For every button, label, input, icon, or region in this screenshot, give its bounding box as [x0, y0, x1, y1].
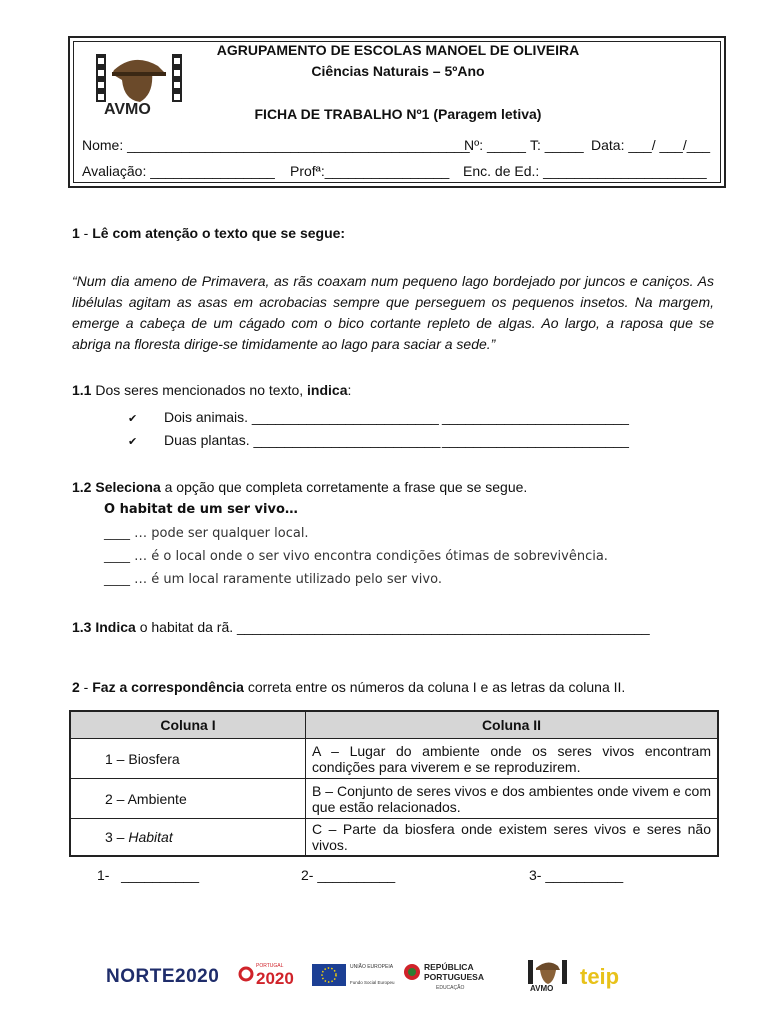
question-1-1-text-a: Dos seres mencionados no texto, [91, 382, 308, 398]
question-1-1-text-c: : [347, 382, 352, 398]
question-1-1-number: 1.1 [72, 382, 92, 398]
quote-line: “Num dia ameno de Primavera, as rãs coaxam num pequeno lago bordejado por juncos e caniços. As [72, 273, 714, 289]
question-1-2 [72, 479, 527, 495]
answer-3[interactable]: 3- __________ [529, 867, 624, 883]
class-field[interactable]: T: _____ [530, 137, 584, 153]
quote-text [72, 271, 714, 355]
answer-plants[interactable]: Duas plantas. ________________________ [164, 432, 441, 448]
cell-text-italic: Habitat [128, 829, 173, 845]
republica-label: REPÚBLICA [424, 962, 474, 972]
table-header-row [70, 711, 718, 739]
sheet-title: FICHA DE TRABALHO Nº1 (Paragem letiva) [254, 106, 542, 122]
question-1-heading [72, 225, 345, 241]
question-1-1-verb: indica [307, 382, 348, 398]
question-1-2-prompt: O habitat de um ser vivo… [104, 502, 298, 517]
column-header: Coluna II [306, 711, 719, 739]
question-2-verb: Faz a correspondência [92, 679, 244, 695]
question-1-3-number: 1.3 [72, 619, 92, 635]
name-field[interactable]: Nome: ____________________________________________ [82, 137, 470, 153]
guardian-field[interactable]: Enc. de Ed.: _____________________ [463, 163, 707, 179]
question-1-number: 1 [72, 225, 80, 241]
quote-line: abriga na floresta dirige-se timidamente ao lago para saciar a sede.” [72, 336, 496, 352]
question-2-number: 2 [72, 679, 80, 695]
teip-logo: teip [580, 964, 620, 989]
cell-text: 1 – Biosfera [105, 750, 180, 767]
quote-line: libélulas agitam as asas em acrobacias sempre que perseguem os pequenos insetos. Na margem, [72, 294, 714, 310]
eu-flag-logo [312, 963, 395, 986]
question-1-2-number: 1.2 [72, 479, 92, 495]
question-1-sep: - [79, 225, 93, 241]
table-cell-right: B – Conjunto de seres vivos e dos ambientes onde vivem e com que estão relacionados. [306, 779, 719, 819]
school-name: AGRUPAMENTO DE ESCOLAS MANOEL DE OLIVEIRA [216, 42, 580, 58]
portugal-label: PORTUGAL [256, 963, 284, 969]
portuguesa-label: PORTUGUESA [424, 972, 484, 982]
table-cell-left [70, 739, 306, 779]
table-cell-left [70, 819, 306, 857]
answer-plants-2[interactable]: ________________________ [442, 432, 629, 448]
footer-logos [106, 956, 634, 992]
table-cell-right: C – Parte da biosfera onde existem seres vivos e seres não vivos. [306, 819, 719, 857]
question-2-sep: - [79, 679, 93, 695]
eu-label: UNIÃO EUROPEIA [350, 964, 394, 970]
question-1-3-verb: Indica [91, 619, 136, 635]
cell-text: 3 – [105, 829, 129, 845]
table-cell-right: A – Lugar do ambiente onde os seres vivos encontram condições para viverem e se reproduzirem. [306, 739, 719, 779]
table-cell-left [70, 779, 306, 819]
table-row [70, 779, 718, 819]
question-1-2-verb: Seleciona [91, 479, 161, 495]
teacher-field[interactable]: Profª:________________ [290, 163, 450, 179]
option-2[interactable]: ____ … é o local onde o ser vivo encontra condições ótimas de sobrevivência. [104, 549, 608, 564]
answer-2[interactable]: 2- __________ [301, 867, 396, 883]
evaluation-field[interactable]: Avaliação: ________________ [82, 163, 275, 179]
answer-animals[interactable]: Dois animais. ________________________ [164, 409, 439, 425]
column-header: Coluna I [70, 711, 306, 739]
date-field[interactable]: Data: ___/ ___/___ [591, 137, 711, 153]
question-1-3-text: o habitat da rã. _____________________________________________________ [135, 619, 650, 635]
checkmark-bullet-icon: ✔ [128, 413, 138, 425]
answer-1[interactable]: 1- __________ [97, 867, 199, 883]
subject-title: Ciências Naturais – 5ºAno [311, 63, 485, 79]
question-2-text: correta entre os números da coluna I e as letras da coluna II. [243, 679, 626, 695]
number-field[interactable]: Nº: _____ [464, 137, 526, 153]
fse-label: Fundo Social Europeu [350, 980, 395, 985]
norte2020-logo: NORTE2020 [106, 966, 220, 987]
table-row [70, 819, 718, 857]
question-1-3[interactable] [72, 619, 650, 635]
avmo-footer-label: AVMO [530, 984, 554, 992]
educacao-label: EDUCAÇÃO [436, 985, 465, 991]
school-logo-text: AVMO [104, 101, 151, 116]
question-1-title: Lê com atenção o texto que se segue: [92, 225, 346, 241]
question-1-1 [72, 382, 351, 398]
correspondence-table [69, 710, 719, 857]
portugal2020-logo [240, 963, 294, 988]
answer-animals-2[interactable]: ________________________ [442, 409, 629, 425]
avmo-footer-logo [528, 960, 567, 992]
quote-line: emerge a cabeça de um cágado com o bico cortante repleto de algas. Ao largo, a raposa que se [72, 315, 714, 331]
checkmark-bullet-icon: ✔ [128, 436, 138, 448]
option-3[interactable]: ____ … é um local raramente utilizado pelo ser vivo. [104, 572, 442, 587]
table-row [70, 739, 718, 779]
question-2-heading [72, 679, 625, 695]
option-1[interactable]: ____ … pode ser qualquer local. [104, 526, 309, 541]
question-1-2-text: a opção que completa corretamente a frase que se segue. [160, 479, 528, 495]
cell-text: 2 – Ambiente [105, 790, 187, 807]
republica-logo [404, 961, 484, 991]
portugal-2020-label: 2020 [256, 969, 294, 988]
